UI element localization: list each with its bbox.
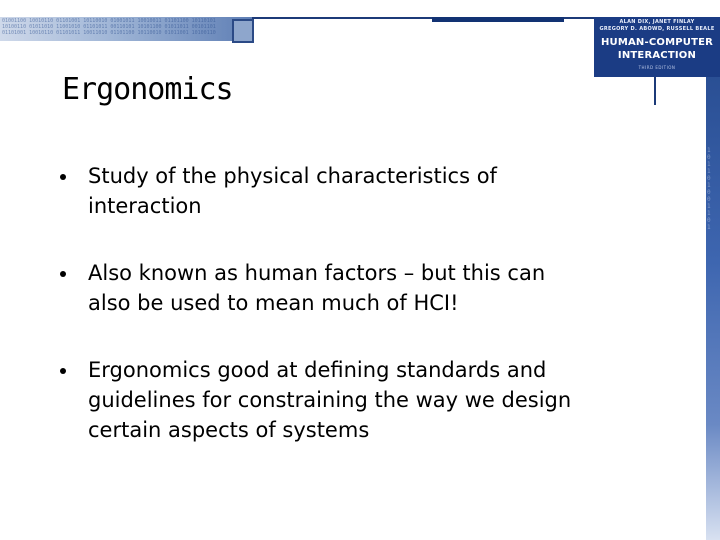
header-tab-mark: [432, 17, 564, 22]
book-edition: THIRD EDITION: [638, 65, 676, 70]
bullet-line: also be used to mean much of HCI!: [88, 291, 459, 315]
bullet-line: Ergonomics good at defining standards and: [88, 358, 547, 382]
binary-pattern: 01001100 10010110 01101001 10110010 01001011 10010011 01101100 10110101 10100110 01011010 11001010 01101011 00110101 10101100 01011011 00101101 01101001 10010110 01101011 10011010 01101100 10110010 01011001 10100110: [2, 18, 216, 36]
book-authors-line1: ALAN DIX, JANET FINLAY: [619, 19, 695, 25]
bullet-item: [58, 355, 658, 445]
bullet-line: Study of the physical characteristics of: [88, 164, 497, 188]
bullet-line: certain aspects of systems: [88, 418, 370, 442]
binary-pattern-vertical: 1 0 1 1 0 1 0 0 1 1 0 1: [707, 147, 711, 231]
cover-rule: [654, 77, 656, 105]
header-decoration-strip: [0, 17, 252, 41]
bullet-dot-icon: [60, 271, 66, 277]
book-authors-line2: GREGORY D. ABOWD, RUSSELL BEALE: [599, 26, 715, 32]
bullet-line: guidelines for constraining the way we design: [88, 388, 572, 412]
book-cover-logo: [594, 17, 720, 77]
book-title-line2: INTERACTION: [617, 50, 697, 61]
bullet-line: Also known as human factors – but this can: [88, 261, 546, 285]
slide-title: Ergonomics: [62, 72, 233, 107]
bullet-item: [58, 161, 658, 221]
bullet-item: [58, 258, 658, 318]
bullet-list: [58, 161, 658, 445]
header-strip-box: [232, 19, 254, 43]
bullet-line: interaction: [88, 194, 202, 218]
right-decoration-band: [706, 77, 720, 540]
book-title-line1: HUMAN-COMPUTER: [600, 37, 714, 48]
bullet-dot-icon: [60, 368, 66, 374]
bullet-dot-icon: [60, 174, 66, 180]
